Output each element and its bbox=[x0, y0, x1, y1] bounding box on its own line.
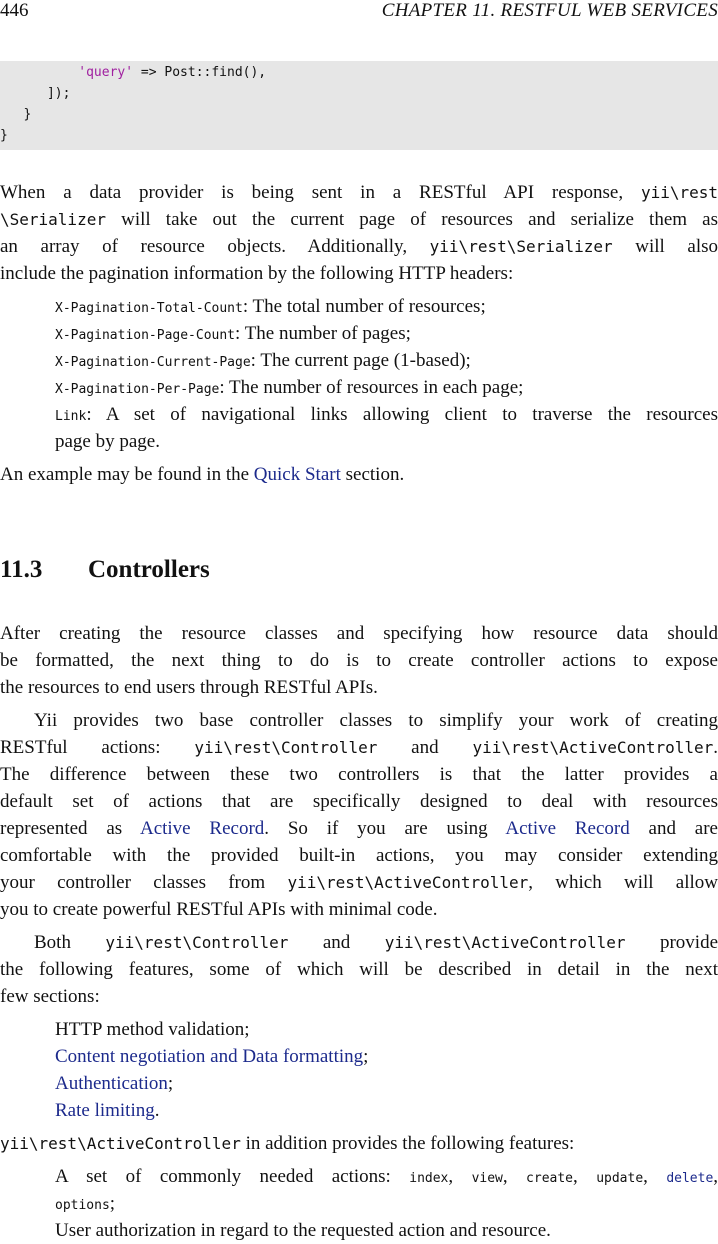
text: . So if you are using bbox=[264, 818, 506, 839]
p2-line-1: Yii provides two base controller classes to simplify your work of creating bbox=[34, 710, 718, 731]
text: and bbox=[288, 932, 385, 953]
header-name: X-Pagination-Per-Page bbox=[55, 382, 220, 397]
p2-line-4: default set of actions that are specifically designed to deal with resources bbox=[0, 791, 718, 812]
separator: ; bbox=[109, 1193, 116, 1214]
inline-code: yii\rest\Serializer bbox=[429, 237, 613, 256]
p1-line-1: After creating the resource classes and specifying how resource data should bbox=[0, 623, 718, 644]
action-create: create bbox=[526, 1171, 574, 1186]
list-item bbox=[55, 1097, 160, 1124]
text: an array of resource objects. Additionally, bbox=[0, 236, 430, 257]
p2-line-8: you to create powerful RESTful APIs with minimal code. bbox=[0, 899, 438, 920]
list-item bbox=[55, 1163, 718, 1190]
header-desc: : The number of resources in each page; bbox=[219, 377, 524, 398]
quick-start-link[interactable]: Quick Start bbox=[253, 464, 341, 485]
list-item bbox=[55, 374, 523, 401]
inline-code: yii\rest\ActiveController bbox=[0, 1134, 241, 1153]
separator: , bbox=[643, 1166, 667, 1187]
header-desc: : The total number of resources; bbox=[242, 296, 486, 317]
text: in addition provides the following features: bbox=[240, 1133, 575, 1154]
p1-line-3: the resources to end users through RESTful APIs. bbox=[0, 677, 378, 698]
active-record-link[interactable]: Active Record bbox=[139, 818, 265, 839]
text: A set of commonly needed actions: bbox=[55, 1166, 410, 1187]
active-controller-line bbox=[0, 1130, 574, 1157]
p3-line-2: the following features, some of which will be described in detail in the next bbox=[0, 959, 718, 980]
section-title: Controllers bbox=[88, 556, 210, 583]
inline-code: yii\rest\Controller bbox=[194, 738, 378, 757]
header-name: Link bbox=[55, 409, 87, 424]
inline-code: \Serializer bbox=[0, 210, 106, 229]
inline-code: yii\rest bbox=[640, 183, 718, 202]
text: and are bbox=[629, 818, 718, 839]
action-options: options bbox=[55, 1198, 110, 1213]
text: represented as bbox=[0, 818, 140, 839]
rate-limiting-link[interactable]: Rate limiting bbox=[55, 1100, 155, 1121]
p2-line-7 bbox=[0, 869, 718, 896]
action-update: update bbox=[596, 1171, 644, 1186]
header-desc: : The number of pages; bbox=[235, 323, 411, 344]
intro-line-2 bbox=[0, 206, 718, 233]
intro-line-1 bbox=[0, 179, 718, 206]
separator: , bbox=[713, 1166, 718, 1187]
action-index: index bbox=[409, 1171, 449, 1186]
list-item bbox=[55, 293, 486, 320]
header-name: X-Pagination-Page-Count bbox=[55, 328, 236, 343]
p1-line-2: be formatted, the next thing to do is to create controller actions to expose bbox=[0, 650, 718, 671]
text: ; bbox=[167, 1073, 174, 1094]
text: and bbox=[377, 737, 473, 758]
code-indent bbox=[0, 65, 78, 80]
header-desc: : The current page (1-based); bbox=[250, 350, 471, 371]
p3-line-3: few sections: bbox=[0, 986, 100, 1007]
text: provide bbox=[625, 932, 718, 953]
section-heading bbox=[0, 556, 210, 584]
content-negotiation-link[interactable]: Content negotiation and Data formatting bbox=[55, 1046, 364, 1067]
list-item bbox=[55, 1043, 368, 1070]
inline-code: yii\rest\ActiveController bbox=[384, 933, 626, 952]
intro-line-3 bbox=[0, 233, 718, 260]
p2-line-2 bbox=[0, 734, 718, 761]
text: . bbox=[154, 1100, 160, 1121]
code-text: => Post::find(), bbox=[133, 65, 267, 80]
code-line-2: ]); bbox=[0, 86, 71, 101]
p2-line-6: comfortable with the provided built-in actions, you may consider extending bbox=[0, 845, 718, 866]
text: will take out the current page of resources and serialize them as bbox=[105, 209, 718, 230]
header-desc: : A set of navigational links allowing client to traverse the resources bbox=[86, 404, 718, 425]
header-name: X-Pagination-Total-Count bbox=[55, 301, 243, 316]
p3-line-1 bbox=[34, 929, 718, 956]
p2-line-5 bbox=[0, 815, 718, 842]
text: Both bbox=[34, 932, 106, 953]
list-item bbox=[55, 347, 471, 374]
inline-code: yii\rest\ActiveController bbox=[472, 738, 714, 757]
text: section. bbox=[340, 464, 405, 485]
text: . bbox=[713, 737, 718, 758]
inline-code: yii\rest\ActiveController bbox=[287, 873, 529, 892]
separator: , bbox=[448, 1166, 472, 1187]
list-item bbox=[55, 1070, 173, 1097]
text: ; bbox=[363, 1046, 369, 1067]
code-block bbox=[0, 61, 718, 150]
text: RESTful actions: bbox=[0, 737, 195, 758]
separator: , bbox=[573, 1166, 597, 1187]
text: your controller classes from bbox=[0, 872, 288, 893]
chapter-title: CHAPTER 11. RESTFUL WEB SERVICES bbox=[381, 0, 718, 21]
authentication-link[interactable]: Authentication bbox=[55, 1073, 168, 1094]
running-header bbox=[0, 0, 718, 22]
list-item: User authorization in regard to the requested action and resource. bbox=[55, 1220, 551, 1241]
code-line-4: } bbox=[0, 128, 8, 143]
inline-code: yii\rest\Controller bbox=[105, 933, 289, 952]
page-number: 446 bbox=[0, 0, 29, 21]
text: An example may be found in the bbox=[0, 464, 254, 485]
list-item: HTTP method validation; bbox=[55, 1019, 250, 1040]
list-item bbox=[55, 320, 411, 347]
p2-line-3: The difference between these two controllers is that the latter provides a bbox=[0, 764, 718, 785]
section-number: 11.3 bbox=[0, 556, 43, 583]
header-name: X-Pagination-Current-Page bbox=[55, 355, 251, 370]
list-item bbox=[55, 401, 718, 428]
action-view: view bbox=[471, 1171, 503, 1186]
active-record-link[interactable]: Active Record bbox=[505, 818, 630, 839]
intro-line-4: include the pagination information by the following HTTP headers: bbox=[0, 263, 514, 284]
text: will also bbox=[612, 236, 718, 257]
list-item-continuation: page by page. bbox=[55, 431, 160, 452]
separator: , bbox=[502, 1166, 527, 1187]
action-delete-link[interactable]: delete bbox=[666, 1171, 714, 1186]
code-line-3: } bbox=[0, 107, 32, 122]
list-item-continuation bbox=[55, 1190, 115, 1217]
example-line bbox=[0, 461, 404, 488]
code-string: 'query' bbox=[78, 65, 134, 80]
code-line-1 bbox=[0, 63, 266, 83]
text: , which will allow bbox=[528, 872, 718, 893]
text: When a data provider is being sent in a RESTful API response, bbox=[0, 182, 641, 203]
